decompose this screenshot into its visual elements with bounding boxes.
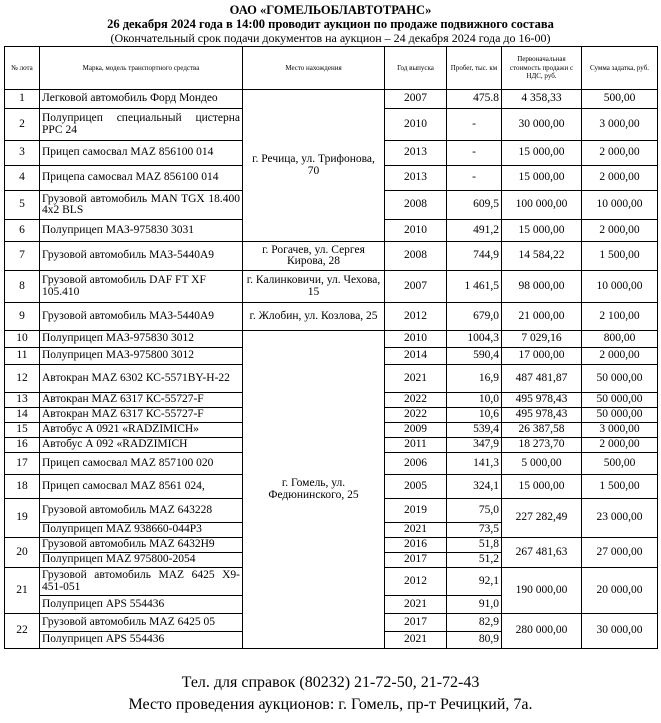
start-price: 5 000,00 [502, 453, 582, 475]
vehicle-year: 2010 [385, 109, 447, 141]
col-mileage-header: Пробег, тыс. км [447, 47, 502, 90]
vehicle-location: г. Рогачев, ул. Сергея Кирова, 28 [243, 242, 385, 271]
lot-number: 21 [5, 568, 40, 614]
deposit-amount: 20 000,00 [582, 568, 658, 614]
lot-number: 18 [5, 475, 40, 499]
lot-number: 2 [5, 109, 40, 141]
lot-number: 14 [5, 408, 40, 423]
vehicle-mileage: 1 461,5 [447, 271, 502, 303]
vehicle-year: 2014 [385, 348, 447, 365]
start-price: 4 358,33 [502, 90, 582, 109]
vehicle-year: 2010 [385, 220, 447, 242]
vehicle-model: Прицепа самосвал MAZ 856100 014 [40, 166, 243, 191]
table-row [5, 331, 658, 348]
col-price-header: Первоначальная стоимость продажи с НДС, руб. [502, 47, 582, 90]
vehicle-model: Прицеп самосвал MAZ 857100 020 [40, 453, 243, 475]
col-lot-header: № лота [5, 47, 40, 90]
vehicle-mileage: 539,4 [447, 423, 502, 438]
deposit-amount: 500,00 [582, 90, 658, 109]
vehicle-year: 2010 [385, 331, 447, 348]
start-price: 100 000,00 [502, 191, 582, 220]
contact-phone: Тел. для справок (80232) 21-72-50, 21-72-43 [181, 674, 480, 691]
deposit-amount: 2 000,00 [582, 220, 658, 242]
lot-number: 6 [5, 220, 40, 242]
deposit-amount: 2 100,00 [582, 303, 658, 331]
vehicle-year: 2008 [385, 191, 447, 220]
deposit-amount: 1 500,00 [582, 475, 658, 499]
deposit-amount: 800,00 [582, 331, 658, 348]
start-price: 21 000,00 [502, 303, 582, 331]
vehicle-mileage: 744,9 [447, 242, 502, 271]
lot-number: 4 [5, 166, 40, 191]
vehicle-mileage: 10,6 [447, 408, 502, 423]
deposit-amount: 500,00 [582, 453, 658, 475]
vehicle-model: Грузовой автомобиль МАЗ-5440А9 [40, 242, 243, 271]
start-price: 495 978,43 [502, 393, 582, 408]
vehicle-mileage: 1004,3 [447, 331, 502, 348]
vehicle-mileage: 590,4 [447, 348, 502, 365]
vehicle-model: Прицеп самосвал MAZ 856100 014 [40, 141, 243, 166]
start-price: 15 000,00 [502, 475, 582, 499]
lot-number: 16 [5, 438, 40, 453]
vehicle-mileage: - [447, 166, 502, 191]
vehicle-mileage: 10,0 [447, 393, 502, 408]
vehicle-model: Грузовой автомобиль MAZ 643228 [40, 499, 243, 523]
deposit-amount: 1 500,00 [582, 242, 658, 271]
vehicle-year: 2007 [385, 90, 447, 109]
deposit-amount: 50 000,00 [582, 393, 658, 408]
vehicle-model: Автокран MAZ 6317 КС-55727-F [40, 393, 243, 408]
vehicle-year: 2017 [385, 614, 447, 632]
vehicle-model: Автокран MAZ 6317 КС-55727-F [40, 408, 243, 423]
vehicle-model: Грузовой автомобиль MAZ 6425 05 [40, 614, 243, 632]
deposit-amount: 10 000,00 [582, 191, 658, 220]
vehicle-year: 2022 [385, 393, 447, 408]
start-price: 14 584,22 [502, 242, 582, 271]
table-row [5, 242, 658, 271]
document-header [0, 0, 661, 45]
start-price: 98 000,00 [502, 271, 582, 303]
deposit-amount: 50 000,00 [582, 365, 658, 393]
lot-number: 3 [5, 141, 40, 166]
vehicle-year: 2021 [385, 523, 447, 538]
vehicle-year: 2017 [385, 553, 447, 568]
start-price: 190 000,00 [502, 568, 582, 614]
vehicle-year: 2005 [385, 475, 447, 499]
vehicle-year: 2011 [385, 438, 447, 453]
vehicle-mileage: 51,2 [447, 553, 502, 568]
deposit-amount: 2 000,00 [582, 141, 658, 166]
lot-number: 22 [5, 614, 40, 649]
vehicle-location: г. Жлобин, ул. Козлова, 25 [243, 303, 385, 331]
vehicle-year: 2016 [385, 538, 447, 553]
vehicle-year: 2013 [385, 166, 447, 191]
lot-number: 5 [5, 191, 40, 220]
start-price: 15 000,00 [502, 166, 582, 191]
lot-number: 10 [5, 331, 40, 348]
vehicle-mileage: 491,2 [447, 220, 502, 242]
vehicle-model: Автокран MAZ 6302 КС-5571BY-H-22 [40, 365, 243, 393]
lot-number: 9 [5, 303, 40, 331]
vehicle-mileage: 347,9 [447, 438, 502, 453]
lot-number: 1 [5, 90, 40, 109]
deposit-amount: 2 000,00 [582, 438, 658, 453]
deposit-amount: 30 000,00 [582, 614, 658, 649]
vehicle-mileage: 92,1 [447, 568, 502, 596]
vehicle-mileage: 91,0 [447, 596, 502, 614]
vehicle-model: Прицеп самосвал MAZ 8561 024, [40, 475, 243, 499]
deposit-amount: 2 000,00 [582, 166, 658, 191]
vehicle-location: г. Калинковичи, ул. Чехова, 15 [243, 271, 385, 303]
start-price: 18 273,70 [502, 438, 582, 453]
vehicle-year: 2019 [385, 499, 447, 523]
vehicle-model: Грузовой автомобиль DAF FT XF 105.410 [40, 271, 243, 303]
col-model-header: Марка, модель транспортного средства [40, 47, 243, 90]
table-row [5, 271, 658, 303]
vehicle-model: Полуприцеп МАЗ-975800 3012 [40, 348, 243, 365]
col-deposit-header: Сумма задатка, руб. [582, 47, 658, 90]
lot-number: 13 [5, 393, 40, 408]
table-row [5, 90, 658, 109]
deposit-amount: 50 000,00 [582, 408, 658, 423]
start-price: 280 000,00 [502, 614, 582, 649]
lot-number: 12 [5, 365, 40, 393]
vehicle-mileage: 80,9 [447, 632, 502, 649]
vehicle-model: Полуприцеп специальный цистерна РРС 24 [40, 109, 243, 141]
vehicle-model: Полуприцеп МАЗ-975830 3031 [40, 220, 243, 242]
start-price: 15 000,00 [502, 220, 582, 242]
vehicle-model: Полуприцеп APS 554436 [40, 596, 243, 614]
deposit-amount: 3 000,00 [582, 109, 658, 141]
vehicle-year: 2006 [385, 453, 447, 475]
vehicle-model: Грузовой автомобиль МАЗ-5440А9 [40, 303, 243, 331]
vehicle-mileage: 324,1 [447, 475, 502, 499]
vehicle-model: Полуприцеп APS 554436 [40, 632, 243, 649]
deadline-note: (Окончательный срок подачи документов на аукцион – 24 декабря 2024 года до 16-00) [110, 31, 551, 45]
auction-title: 26 декабря 2024 года в 14:00 проводит аукцион по продаже подвижного состава [107, 17, 554, 31]
vehicle-model: Полуприцеп МАЗ-975830 3012 [40, 331, 243, 348]
vehicle-year: 2021 [385, 365, 447, 393]
start-price: 26 387,58 [502, 423, 582, 438]
lot-number: 20 [5, 538, 40, 568]
vehicle-model: Автобус А 0921 «RADZIMICH» [40, 423, 243, 438]
lot-number: 17 [5, 453, 40, 475]
lot-number: 7 [5, 242, 40, 271]
deposit-amount: 23 000,00 [582, 499, 658, 538]
vehicle-year: 2013 [385, 141, 447, 166]
vehicle-year: 2012 [385, 568, 447, 596]
vehicle-mileage: 609,5 [447, 191, 502, 220]
vehicle-model: Грузовой автомобиль MAN TGX 18.400 4x2 BLS [40, 191, 243, 220]
vehicle-mileage: - [447, 109, 502, 141]
vehicle-year: 2009 [385, 423, 447, 438]
start-price: 227 282,49 [502, 499, 582, 538]
vehicle-mileage: 475.8 [447, 90, 502, 109]
vehicle-mileage: - [447, 141, 502, 166]
deposit-amount: 3 000,00 [582, 423, 658, 438]
vehicle-model: Легковой автомобиль Форд Мондео [40, 90, 243, 109]
vehicle-mileage: 16,9 [447, 365, 502, 393]
vehicle-mileage: 679,0 [447, 303, 502, 331]
vehicle-model: Полуприцеп MAZ 938660-044Р3 [40, 523, 243, 538]
vehicle-model: Полуприцеп MAZ 975800-2054 [40, 553, 243, 568]
lot-number: 8 [5, 271, 40, 303]
vehicle-year: 2021 [385, 596, 447, 614]
table-header-row [5, 47, 658, 90]
vehicle-mileage: 51,8 [447, 538, 502, 553]
deposit-amount: 10 000,00 [582, 271, 658, 303]
table-row [5, 303, 658, 331]
lot-number: 15 [5, 423, 40, 438]
lots-table [4, 46, 658, 649]
vehicle-model: Грузовой автомобиль MAZ 6425 X9-451-051 [40, 568, 243, 596]
vehicle-model: Грузовой автомобиль MAZ 6432H9 [40, 538, 243, 553]
vehicle-location: г. Речица, ул. Трифонова, 70 [243, 90, 385, 242]
vehicle-mileage: 75,0 [447, 499, 502, 523]
vehicle-year: 2007 [385, 271, 447, 303]
start-price: 7 029,16 [502, 331, 582, 348]
vehicle-model: Автобус А 092 «RADZIMICH [40, 438, 243, 453]
deposit-amount: 2 000,00 [582, 348, 658, 365]
org-name: ОАО «ГОМЕЛЬОБЛАВТОТРАНС» [229, 3, 432, 17]
col-year-header: Год выпуска [385, 47, 447, 90]
vehicle-mileage: 82,9 [447, 614, 502, 632]
lot-number: 19 [5, 499, 40, 538]
start-price: 17 000,00 [502, 348, 582, 365]
vehicle-year: 2022 [385, 408, 447, 423]
vehicle-year: 2012 [385, 303, 447, 331]
start-price: 15 000,00 [502, 141, 582, 166]
vehicle-year: 2008 [385, 242, 447, 271]
start-price: 30 000,00 [502, 109, 582, 141]
vehicle-mileage: 73,5 [447, 523, 502, 538]
deposit-amount: 27 000,00 [582, 538, 658, 568]
start-price: 267 481,63 [502, 538, 582, 568]
start-price: 495 978,43 [502, 408, 582, 423]
col-location-header: Место нахождения [243, 47, 385, 90]
vehicle-mileage: 141,3 [447, 453, 502, 475]
vehicle-location: г. Гомель, ул. Федюнинского, 25 [243, 331, 385, 649]
start-price: 487 481,87 [502, 365, 582, 393]
lot-number: 11 [5, 348, 40, 365]
auction-place: Место проведения аукционов: г. Гомель, пр-т Речицкий, 7а. [128, 696, 533, 713]
vehicle-year: 2021 [385, 632, 447, 649]
